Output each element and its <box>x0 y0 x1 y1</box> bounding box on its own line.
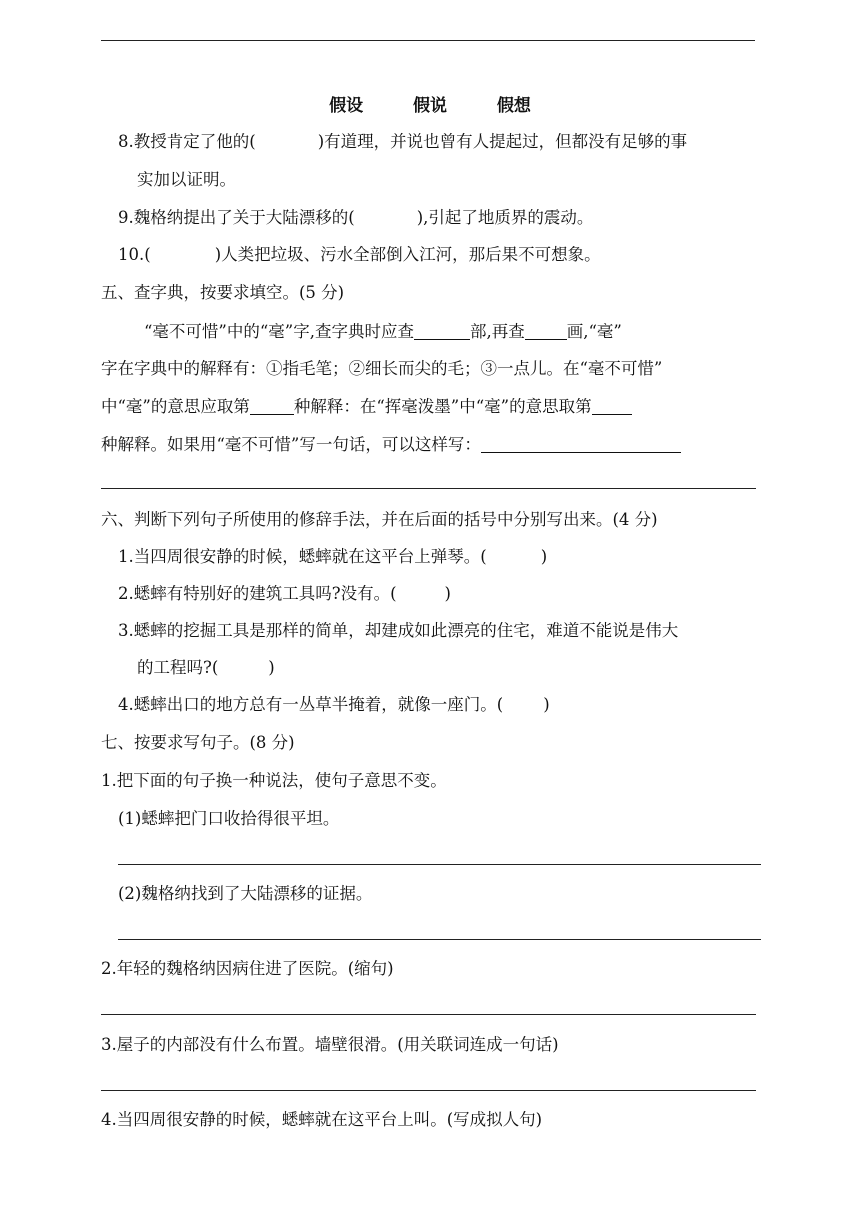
section-7-q1-1: (1)蟋蟀把门口收拾得很平坦。 <box>118 809 340 828</box>
answer-blank[interactable] <box>250 396 294 415</box>
section-7-heading: 七、按要求写句子。(8 分) <box>101 733 295 752</box>
question-9: 9.魏格纳提出了关于大陆漂移的( ),引起了地质界的震动。 <box>118 208 594 227</box>
section-6-item-2: 2.蟋蟀有特别好的建筑工具吗?没有。( ) <box>118 584 451 603</box>
section-5-line-3: 中“毫”的意思应取第 种解释：在“挥毫泼墨”中“毫”的意思取第 <box>101 395 632 419</box>
section-7-q2: 2.年轻的魏格纳因病住进了医院。(缩句) <box>101 959 394 978</box>
section-6-heading: 六、判断下列句子所使用的修辞手法，并在后面的括号中分别写出来。(4 分) <box>101 510 658 529</box>
answer-line[interactable] <box>101 488 756 489</box>
section-6-item-3: 3.蟋蟀的挖掘工具是那样的简单，却建成如此漂亮的住宅，难道不能说是伟大 <box>118 621 679 640</box>
section-6-item-3-cont: 的工程吗?( ) <box>137 658 275 677</box>
section-5-heading: 五、查字典，按要求填空。(5 分) <box>101 283 345 302</box>
section-5-line-1: “毫不可惜”中的“毫”字,查字典时应查 部,再查 画,“毫” <box>144 322 622 341</box>
answer-line[interactable] <box>101 1090 756 1091</box>
answer-line[interactable] <box>118 939 761 940</box>
section-5-line-2: 字在字典中的解释有：①指毛笔；②细长而尖的毛；③一点儿。在“毫不可惜” <box>101 359 663 378</box>
section-7-q1-2: (2)魏格纳找到了大陆漂移的证据。 <box>118 884 373 903</box>
section-7-q4: 4.当四周很安静的时候，蟋蟀就在这平台上叫。(写成拟人句) <box>101 1110 543 1129</box>
top-rule <box>101 40 755 41</box>
section-6-item-1: 1.当四周很安静的时候，蟋蟀就在这平台上弹琴。( ) <box>118 547 548 566</box>
answer-line[interactable] <box>101 1014 756 1015</box>
word-choice: 假设 <box>329 96 364 116</box>
question-8-cont: 实加以证明。 <box>137 170 236 189</box>
answer-blank[interactable] <box>525 321 567 340</box>
answer-line[interactable] <box>118 864 761 865</box>
answer-blank[interactable] <box>592 396 632 415</box>
word-choices <box>0 94 860 118</box>
answer-blank[interactable] <box>414 321 470 340</box>
section-7-q3: 3.屋子的内部没有什么布置。墙壁很滑。(用关联词连成一句话) <box>101 1035 559 1054</box>
question-8: 8.教授肯定了他的( )有道理，并说也曾有人提起过，但都没有足够的事 <box>118 132 688 151</box>
answer-line[interactable] <box>481 434 681 453</box>
word-choice: 假想 <box>496 96 531 116</box>
section-7-q1: 1.把下面的句子换一种说法，使句子意思不变。 <box>101 771 447 790</box>
section-6-item-4: 4.蟋蟀出口的地方总有一丛草半掩着，就像一座门。( ) <box>118 695 550 714</box>
question-10: 10.( )人类把垃圾、污水全部倒入江河，那后果不可想象。 <box>118 245 601 264</box>
word-choice: 假说 <box>413 96 447 116</box>
section-5-line-4: 种解释。如果用“毫不可惜”写一句话，可以这样写： <box>101 433 681 457</box>
